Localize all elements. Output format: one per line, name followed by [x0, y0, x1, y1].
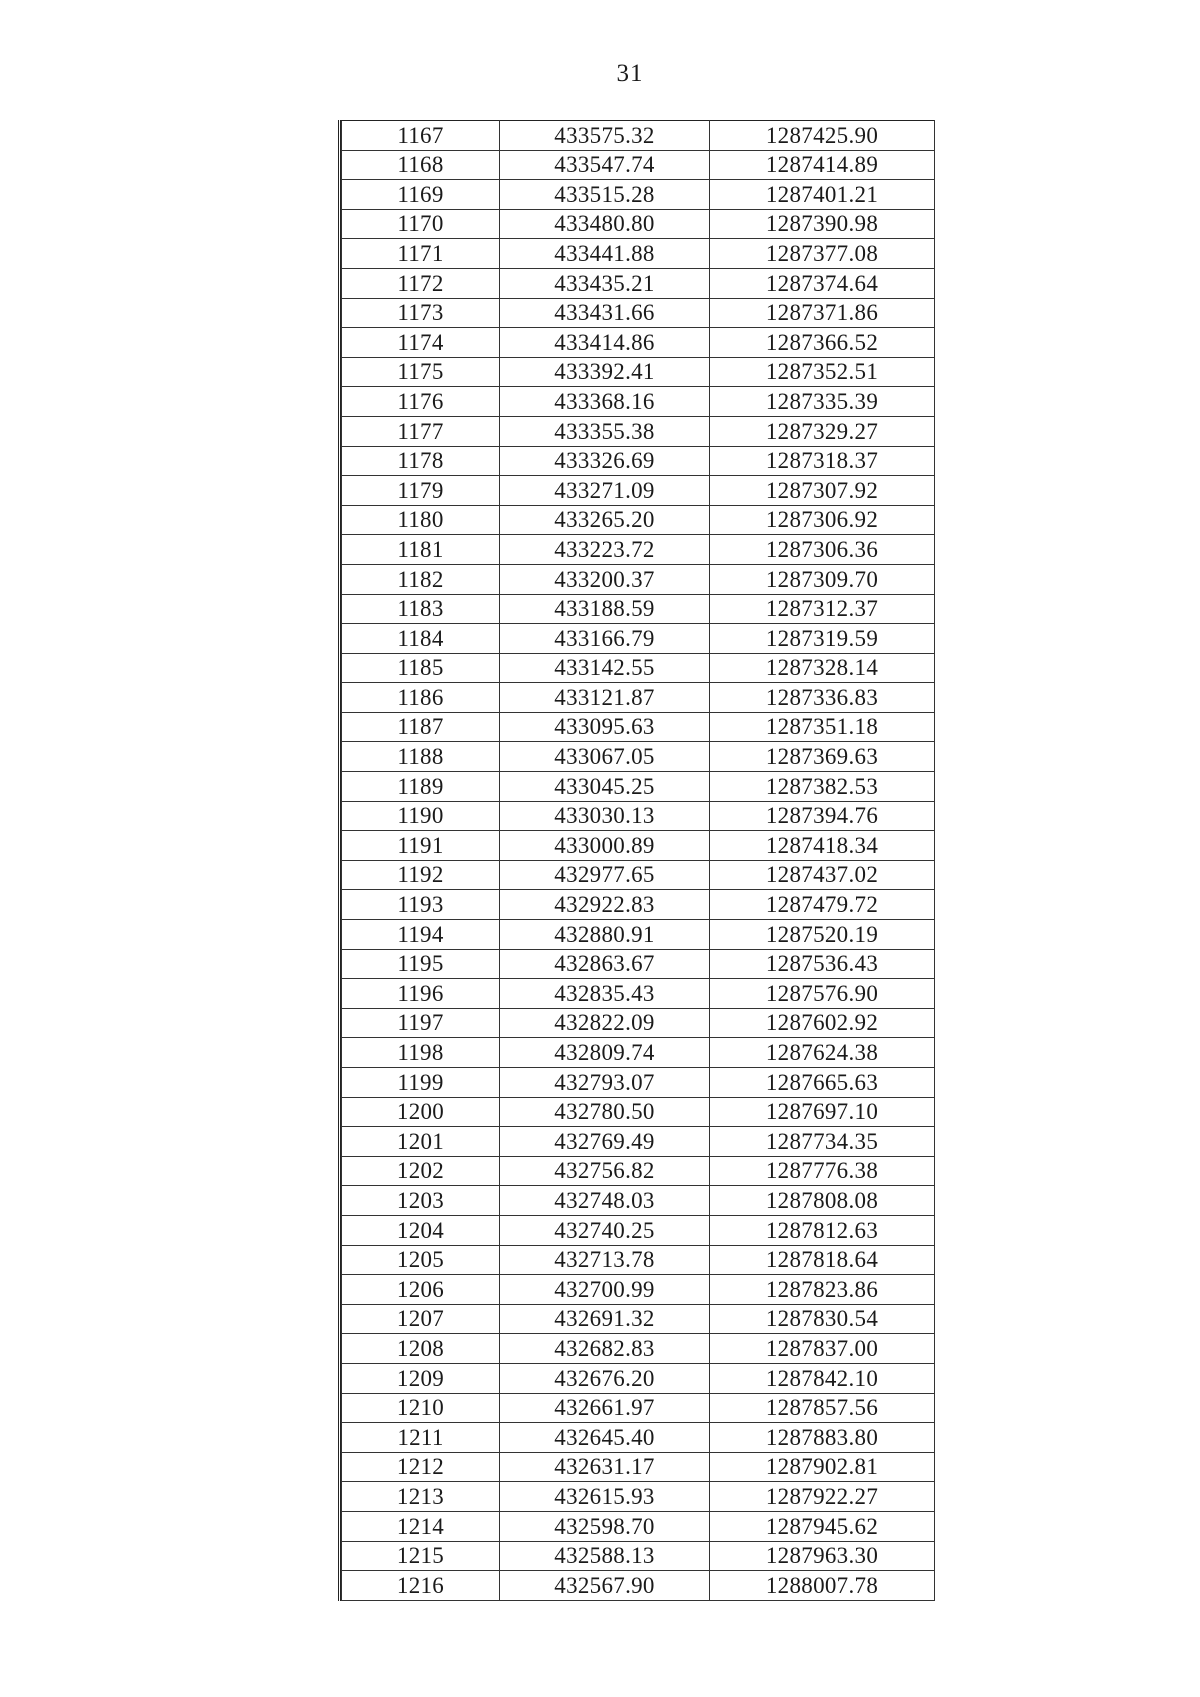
x-coordinate-cell: 432863.67 [500, 949, 710, 979]
table-row [342, 712, 935, 742]
point-number-cell: 1194 [342, 920, 500, 950]
y-coordinate-cell: 1287963.30 [710, 1541, 935, 1571]
x-coordinate-cell: 433431.66 [500, 298, 710, 328]
table-row [342, 239, 935, 269]
point-number-cell: 1189 [342, 772, 500, 802]
point-number-cell: 1199 [342, 1068, 500, 1098]
x-coordinate-cell: 432676.20 [500, 1363, 710, 1393]
y-coordinate-cell: 1287830.54 [710, 1304, 935, 1334]
table-row [342, 476, 935, 506]
x-coordinate-cell: 432567.90 [500, 1571, 710, 1601]
x-coordinate-cell: 433515.28 [500, 180, 710, 210]
y-coordinate-cell: 1287306.92 [710, 505, 935, 535]
table-row [342, 1363, 935, 1393]
page-number: 31 [616, 60, 644, 87]
y-coordinate-cell: 1287837.00 [710, 1334, 935, 1364]
table-row [342, 357, 935, 387]
x-coordinate-cell: 433045.25 [500, 772, 710, 802]
table-row [342, 121, 935, 151]
point-number-cell: 1195 [342, 949, 500, 979]
point-number-cell: 1168 [342, 150, 500, 180]
table-row [342, 1275, 935, 1305]
point-number-cell: 1205 [342, 1245, 500, 1275]
point-number-cell: 1167 [342, 121, 500, 151]
point-number-cell: 1192 [342, 860, 500, 890]
y-coordinate-cell: 1287319.59 [710, 624, 935, 654]
point-number-cell: 1171 [342, 239, 500, 269]
point-number-cell: 1177 [342, 416, 500, 446]
y-coordinate-cell: 1287922.27 [710, 1482, 935, 1512]
y-coordinate-cell: 1287377.08 [710, 239, 935, 269]
y-coordinate-cell: 1287371.86 [710, 298, 935, 328]
point-number-cell: 1176 [342, 387, 500, 417]
point-number-cell: 1170 [342, 209, 500, 239]
x-coordinate-cell: 433441.88 [500, 239, 710, 269]
x-coordinate-cell: 432588.13 [500, 1541, 710, 1571]
x-coordinate-cell: 432780.50 [500, 1097, 710, 1127]
x-coordinate-cell: 432682.83 [500, 1334, 710, 1364]
table-row [342, 328, 935, 358]
point-number-cell: 1174 [342, 328, 500, 358]
x-coordinate-cell: 433095.63 [500, 712, 710, 742]
point-number-cell: 1204 [342, 1215, 500, 1245]
point-number-cell: 1207 [342, 1304, 500, 1334]
point-number-cell: 1180 [342, 505, 500, 535]
table-row [342, 505, 935, 535]
x-coordinate-cell: 433265.20 [500, 505, 710, 535]
table-row [342, 416, 935, 446]
point-number-cell: 1200 [342, 1097, 500, 1127]
y-coordinate-cell: 1287401.21 [710, 180, 935, 210]
point-number-cell: 1173 [342, 298, 500, 328]
table-row [342, 180, 935, 210]
table-row [342, 1482, 935, 1512]
y-coordinate-cell: 1287697.10 [710, 1097, 935, 1127]
table-row [342, 920, 935, 950]
x-coordinate-cell: 433435.21 [500, 268, 710, 298]
x-coordinate-cell: 432822.09 [500, 1008, 710, 1038]
table-row [342, 209, 935, 239]
coordinates-table-body [342, 121, 935, 1601]
x-coordinate-cell: 433067.05 [500, 742, 710, 772]
y-coordinate-cell: 1287366.52 [710, 328, 935, 358]
table-row [342, 1127, 935, 1157]
table-row [342, 1511, 935, 1541]
y-coordinate-cell: 1287418.34 [710, 831, 935, 861]
table-row [342, 594, 935, 624]
x-coordinate-cell: 433000.89 [500, 831, 710, 861]
table-row [342, 742, 935, 772]
table-row [342, 653, 935, 683]
coordinates-table [341, 120, 935, 1601]
x-coordinate-cell: 432661.97 [500, 1393, 710, 1423]
point-number-cell: 1203 [342, 1186, 500, 1216]
point-number-cell: 1206 [342, 1275, 500, 1305]
point-number-cell: 1190 [342, 801, 500, 831]
x-coordinate-cell: 433188.59 [500, 594, 710, 624]
y-coordinate-cell: 1287812.63 [710, 1215, 935, 1245]
point-number-cell: 1182 [342, 564, 500, 594]
point-number-cell: 1179 [342, 476, 500, 506]
y-coordinate-cell: 1287818.64 [710, 1245, 935, 1275]
table-row [342, 1393, 935, 1423]
y-coordinate-cell: 1287902.81 [710, 1452, 935, 1482]
table-row [342, 1541, 935, 1571]
y-coordinate-cell: 1287307.92 [710, 476, 935, 506]
x-coordinate-cell: 433166.79 [500, 624, 710, 654]
point-number-cell: 1209 [342, 1363, 500, 1393]
table-row [342, 683, 935, 713]
x-coordinate-cell: 433547.74 [500, 150, 710, 180]
y-coordinate-cell: 1287309.70 [710, 564, 935, 594]
table-row [342, 1245, 935, 1275]
x-coordinate-cell: 433392.41 [500, 357, 710, 387]
y-coordinate-cell: 1287394.76 [710, 801, 935, 831]
point-number-cell: 1191 [342, 831, 500, 861]
y-coordinate-cell: 1287336.83 [710, 683, 935, 713]
table-row [342, 890, 935, 920]
x-coordinate-cell: 433142.55 [500, 653, 710, 683]
x-coordinate-cell: 432809.74 [500, 1038, 710, 1068]
x-coordinate-cell: 433575.32 [500, 121, 710, 151]
point-number-cell: 1175 [342, 357, 500, 387]
x-coordinate-cell: 432748.03 [500, 1186, 710, 1216]
y-coordinate-cell: 1287369.63 [710, 742, 935, 772]
y-coordinate-cell: 1287883.80 [710, 1423, 935, 1453]
point-number-cell: 1181 [342, 535, 500, 565]
table-row [342, 1068, 935, 1098]
point-number-cell: 1210 [342, 1393, 500, 1423]
x-coordinate-cell: 433414.86 [500, 328, 710, 358]
point-number-cell: 1214 [342, 1511, 500, 1541]
y-coordinate-cell: 1287351.18 [710, 712, 935, 742]
point-number-cell: 1188 [342, 742, 500, 772]
point-number-cell: 1211 [342, 1423, 500, 1453]
y-coordinate-cell: 1287823.86 [710, 1275, 935, 1305]
y-coordinate-cell: 1287520.19 [710, 920, 935, 950]
table-row [342, 860, 935, 890]
table-row [342, 979, 935, 1009]
point-number-cell: 1187 [342, 712, 500, 742]
coordinates-table-container [338, 120, 934, 1601]
point-number-cell: 1196 [342, 979, 500, 1009]
point-number-cell: 1184 [342, 624, 500, 654]
point-number-cell: 1212 [342, 1452, 500, 1482]
y-coordinate-cell: 1287437.02 [710, 860, 935, 890]
x-coordinate-cell: 433271.09 [500, 476, 710, 506]
x-coordinate-cell: 432713.78 [500, 1245, 710, 1275]
y-coordinate-cell: 1287602.92 [710, 1008, 935, 1038]
y-coordinate-cell: 1287318.37 [710, 446, 935, 476]
point-number-cell: 1213 [342, 1482, 500, 1512]
table-row [342, 1571, 935, 1601]
y-coordinate-cell: 1287842.10 [710, 1363, 935, 1393]
y-coordinate-cell: 1288007.78 [710, 1571, 935, 1601]
point-number-cell: 1202 [342, 1156, 500, 1186]
point-number-cell: 1197 [342, 1008, 500, 1038]
x-coordinate-cell: 433355.38 [500, 416, 710, 446]
table-row [342, 298, 935, 328]
table-row [342, 801, 935, 831]
x-coordinate-cell: 432835.43 [500, 979, 710, 1009]
table-row [342, 1038, 935, 1068]
table-row [342, 1215, 935, 1245]
y-coordinate-cell: 1287352.51 [710, 357, 935, 387]
table-row [342, 831, 935, 861]
y-coordinate-cell: 1287312.37 [710, 594, 935, 624]
y-coordinate-cell: 1287425.90 [710, 121, 935, 151]
point-number-cell: 1185 [342, 653, 500, 683]
y-coordinate-cell: 1287335.39 [710, 387, 935, 417]
y-coordinate-cell: 1287945.62 [710, 1511, 935, 1541]
table-row [342, 1156, 935, 1186]
table-row [342, 1452, 935, 1482]
x-coordinate-cell: 432793.07 [500, 1068, 710, 1098]
table-row [342, 564, 935, 594]
y-coordinate-cell: 1287329.27 [710, 416, 935, 446]
y-coordinate-cell: 1287734.35 [710, 1127, 935, 1157]
table-row [342, 624, 935, 654]
y-coordinate-cell: 1287576.90 [710, 979, 935, 1009]
point-number-cell: 1216 [342, 1571, 500, 1601]
x-coordinate-cell: 432756.82 [500, 1156, 710, 1186]
x-coordinate-cell: 433223.72 [500, 535, 710, 565]
y-coordinate-cell: 1287665.63 [710, 1068, 935, 1098]
table-row [342, 1097, 935, 1127]
y-coordinate-cell: 1287328.14 [710, 653, 935, 683]
table-row [342, 1186, 935, 1216]
x-coordinate-cell: 432922.83 [500, 890, 710, 920]
x-coordinate-cell: 432769.49 [500, 1127, 710, 1157]
x-coordinate-cell: 432740.25 [500, 1215, 710, 1245]
x-coordinate-cell: 432615.93 [500, 1482, 710, 1512]
x-coordinate-cell: 433200.37 [500, 564, 710, 594]
table-row [342, 949, 935, 979]
y-coordinate-cell: 1287382.53 [710, 772, 935, 802]
point-number-cell: 1215 [342, 1541, 500, 1571]
y-coordinate-cell: 1287776.38 [710, 1156, 935, 1186]
point-number-cell: 1183 [342, 594, 500, 624]
x-coordinate-cell: 432645.40 [500, 1423, 710, 1453]
point-number-cell: 1208 [342, 1334, 500, 1364]
point-number-cell: 1193 [342, 890, 500, 920]
x-coordinate-cell: 433368.16 [500, 387, 710, 417]
x-coordinate-cell: 433480.80 [500, 209, 710, 239]
y-coordinate-cell: 1287374.64 [710, 268, 935, 298]
y-coordinate-cell: 1287306.36 [710, 535, 935, 565]
table-row [342, 150, 935, 180]
x-coordinate-cell: 432598.70 [500, 1511, 710, 1541]
y-coordinate-cell: 1287857.56 [710, 1393, 935, 1423]
table-row [342, 1008, 935, 1038]
point-number-cell: 1198 [342, 1038, 500, 1068]
point-number-cell: 1186 [342, 683, 500, 713]
y-coordinate-cell: 1287808.08 [710, 1186, 935, 1216]
table-row [342, 1423, 935, 1453]
x-coordinate-cell: 432700.99 [500, 1275, 710, 1305]
x-coordinate-cell: 432691.32 [500, 1304, 710, 1334]
x-coordinate-cell: 433030.13 [500, 801, 710, 831]
y-coordinate-cell: 1287624.38 [710, 1038, 935, 1068]
table-row [342, 535, 935, 565]
table-row [342, 772, 935, 802]
point-number-cell: 1169 [342, 180, 500, 210]
y-coordinate-cell: 1287536.43 [710, 949, 935, 979]
x-coordinate-cell: 433121.87 [500, 683, 710, 713]
x-coordinate-cell: 432880.91 [500, 920, 710, 950]
x-coordinate-cell: 433326.69 [500, 446, 710, 476]
table-row [342, 268, 935, 298]
point-number-cell: 1178 [342, 446, 500, 476]
x-coordinate-cell: 432631.17 [500, 1452, 710, 1482]
table-row [342, 1334, 935, 1364]
y-coordinate-cell: 1287390.98 [710, 209, 935, 239]
y-coordinate-cell: 1287414.89 [710, 150, 935, 180]
table-row [342, 446, 935, 476]
x-coordinate-cell: 432977.65 [500, 860, 710, 890]
point-number-cell: 1201 [342, 1127, 500, 1157]
table-row [342, 387, 935, 417]
point-number-cell: 1172 [342, 268, 500, 298]
table-row [342, 1304, 935, 1334]
y-coordinate-cell: 1287479.72 [710, 890, 935, 920]
